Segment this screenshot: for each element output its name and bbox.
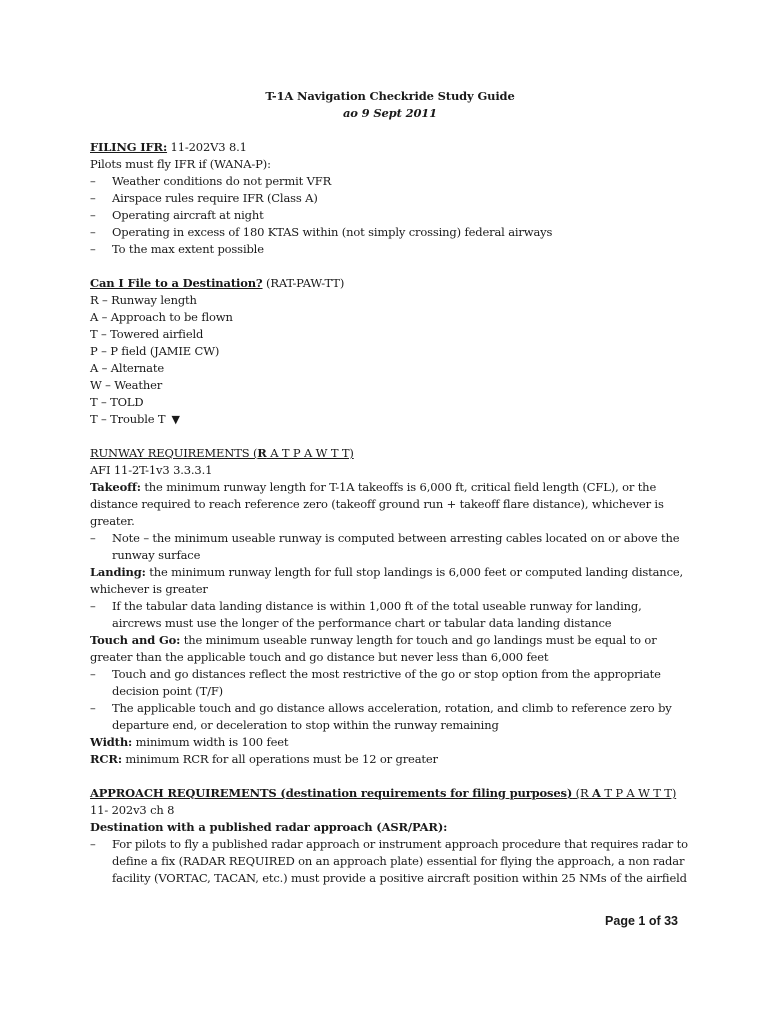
destination-item: T – TOLD xyxy=(90,395,144,409)
touch-and-go-note: – Touch and go distances reflect the most restrictive of the go or stop option from the appropriate decision point (T/F) xyxy=(90,666,690,700)
radar-approach-note: – For pilots to fly a published radar approach or instrument approach procedure that requires radar to define a fix (RADAR REQUIRED on an approach plate) essential for flying the approach, a non radar facility (VORTAC, TACAN, etc.) must provide a positive aircraft position within 25 NMs of the airfield xyxy=(90,836,690,887)
touch-and-go-label: Touch and Go: xyxy=(90,633,181,647)
runway-heading-line xyxy=(90,445,690,462)
filing-ifr-heading: FILING IFR: xyxy=(90,140,168,154)
filing-ifr-heading-line xyxy=(90,139,690,156)
approach-heading-letter-a: A xyxy=(592,786,601,800)
takeoff-text: the minimum runway length for T-1A takeoffs is 6,000 ft, critical field length (CFL), or the distance required to reach reference zero (takeoff ground run + takeoff flare distance), whichever is greater. xyxy=(90,480,664,528)
page-content xyxy=(90,88,690,887)
destination-item: A – Approach to be flown xyxy=(90,310,233,324)
filing-ifr-item: – To the max extent possible xyxy=(90,241,690,258)
destination-item: R – Runway length xyxy=(90,293,197,307)
runway-heading-rest: A T P A W T T) xyxy=(266,446,354,460)
filing-ifr-ref: 11-202V3 8.1 xyxy=(167,140,247,154)
landing-label: Landing: xyxy=(90,565,146,579)
destination-item-trouble-line xyxy=(90,411,690,428)
approach-heading-close: ) xyxy=(566,786,573,800)
filing-ifr-item: – Airspace rules require IFR (Class A) xyxy=(90,190,690,207)
runway-heading-letter: R xyxy=(257,446,267,460)
rcr-paragraph xyxy=(90,751,690,768)
destination-item: P – P field (JAMIE CW) xyxy=(90,344,220,358)
filing-ifr-item: – Operating aircraft at night xyxy=(90,207,690,224)
rcr-text: minimum RCR for all operations must be 12 or greater xyxy=(121,752,438,766)
approach-heading-rest: T P A W T T) xyxy=(600,786,677,800)
landing-note: – If the tabular data landing distance is within 1,000 ft of the total useable runway for landing, aircrews must use the longer of the performance chart or tabular data landing distance xyxy=(90,598,690,632)
destination-item: T – Towered airfield xyxy=(90,327,204,341)
rcr-label: RCR: xyxy=(90,752,122,766)
document-date: ao 9 Sept 2011 xyxy=(342,106,438,120)
takeoff-note: – Note – the minimum useable runway is computed between arresting cables located on or above the runway surface xyxy=(90,530,690,564)
touch-and-go-text: the minimum useable runway length for touch and go landings must be equal to or greater than the applicable touch and go distance but never less than 6,000 feet xyxy=(90,633,657,664)
landing-paragraph xyxy=(90,564,690,598)
trouble-triangle-icon: ▼ xyxy=(171,413,180,426)
touch-and-go-note: – The applicable touch and go distance allows acceleration, rotation, and climb to reference zero by departure end, or deceleration to stop within the runway remaining xyxy=(90,700,690,734)
approach-heading-bold: destination requirements for filing purposes xyxy=(285,786,567,800)
approach-heading-line xyxy=(90,785,690,802)
width-paragraph xyxy=(90,734,690,751)
destination-item: T – Trouble T xyxy=(90,412,166,426)
filing-ifr-intro: Pilots must fly IFR if (WANA-P): xyxy=(90,157,271,171)
takeoff-label: Takeoff: xyxy=(90,480,141,494)
destination-heading-line xyxy=(90,275,690,292)
touch-and-go-paragraph xyxy=(90,632,690,666)
width-text: minimum width is 100 feet xyxy=(132,735,289,749)
approach-heading: APPROACH REQUIREMENTS ( xyxy=(90,786,286,800)
radar-approach-heading: Destination with a published radar approach (ASR/PAR): xyxy=(90,820,448,834)
document-title: T-1A Navigation Checkride Study Guide xyxy=(265,89,515,103)
destination-item: A – Alternate xyxy=(90,361,165,375)
approach-heading-letters: (R xyxy=(572,786,593,800)
runway-heading: RUNWAY REQUIREMENTS ( xyxy=(90,446,258,460)
takeoff-paragraph xyxy=(90,479,690,530)
destination-item: W – Weather xyxy=(90,378,163,392)
destination-mnemonic: (RAT-PAW-TT) xyxy=(262,276,345,290)
page-number: Page 1 of 33 xyxy=(605,914,678,928)
filing-ifr-item: – Weather conditions do not permit VFR xyxy=(90,173,690,190)
width-label: Width: xyxy=(90,735,133,749)
runway-ref: AFI 11-2T-1v3 3.3.3.1 xyxy=(90,463,213,477)
landing-text: the minimum runway length for full stop landings is 6,000 feet or computed landing distance, whichever is greater xyxy=(90,565,684,596)
destination-heading: Can I File to a Destination? xyxy=(90,276,263,290)
approach-ref: 11- 202v3 ch 8 xyxy=(90,803,175,817)
filing-ifr-item: – Operating in excess of 180 KTAS within (not simply crossing) federal airways xyxy=(90,224,690,241)
